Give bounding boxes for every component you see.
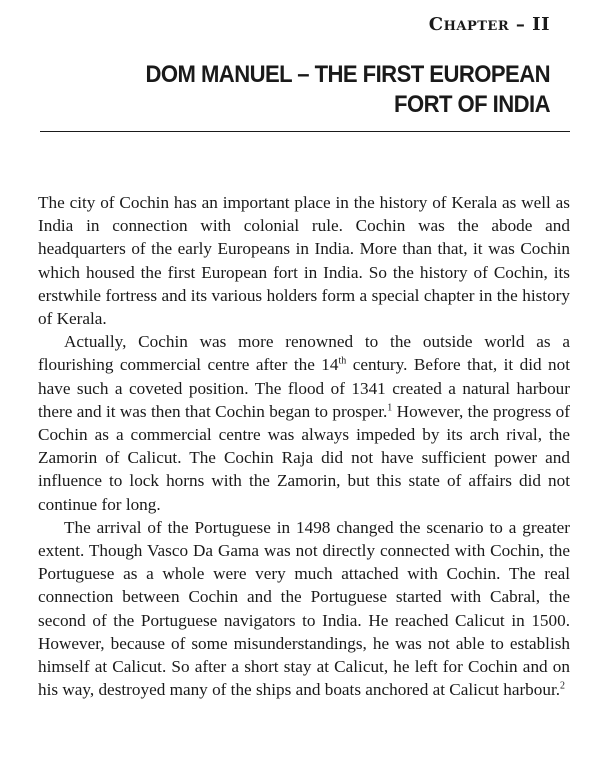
- paragraph-3-part-a: The arrival of the Portuguese in 1498 changed the scenario to a greater extent. Though Vasco Da Gama was not directly connected with Cochin, the Portuguese as a whole were very much attached with Cochin. The real connection between Cochin and the Portuguese started with Cabral, the second of the Portuguese navigators to India. He reached Calicut in 1500. However, because of some misunderstandings, he was not able to establish himself at Calicut. So after a short stay at Calicut, he left for Cochin and on his way, destroyed many of the ships and boats anchored at Calicut harbour.: [38, 517, 570, 700]
- chapter-label: Chapter – II: [428, 14, 550, 35]
- footnote-marker-1[interactable]: 1: [387, 402, 393, 414]
- paragraph-2: [38, 330, 570, 516]
- paragraph-2-part-b: century. Before that, it did not have such a coveted position. The flood of 1341 created a natural harbour there and it was then that Cochin began to prosper.: [38, 355, 570, 421]
- paragraph-1: The city of Cochin has an important place in the history of Kerala as well as India in connection with colonial rule. Cochin was the abode and headquarters of the early Europeans in India. More than that, it was Cochin which housed the first European fort in India. So the history of Cochin, its erstwhile fortress and its various holders form a special chapter in the history of Kerala.: [38, 193, 570, 329]
- paragraph-2-part-c: However, the progress of Cochin as a commercial centre was always impeded by its arch rival, the Zamorin of Calicut. The Cochin Raja did not have sufficient power and influence to lock horns with the Zamorin, but this state of affairs did not continue for long.: [38, 401, 570, 514]
- footnote-marker-2[interactable]: 2: [560, 680, 566, 692]
- title-rule: [40, 131, 570, 132]
- body-text: [38, 191, 570, 701]
- chapter-title-line-2: FORT OF INDIA: [394, 91, 550, 118]
- paragraph-2-part-a: Actually, Cochin was more renowned to the outside world as a flourishing commercial centre after the 14: [38, 332, 570, 375]
- chapter-title-line-1: DOM MANUEL – THE FIRST EUROPEAN: [145, 61, 550, 88]
- superscript-th: th: [338, 355, 347, 367]
- chapter-title: [72, 60, 550, 120]
- paragraph-3: [38, 516, 570, 702]
